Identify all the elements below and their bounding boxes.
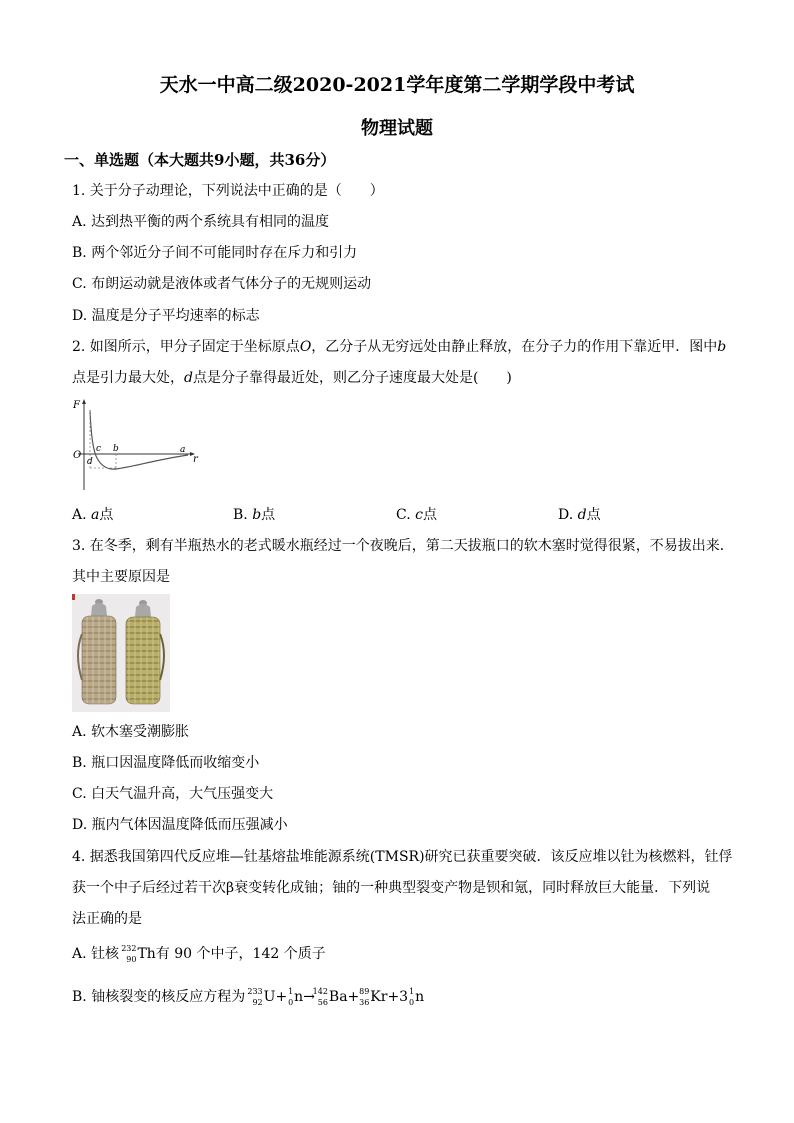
exam-title: 天水一中高二级2020-2021学年度第二学期学段中考试 [159, 74, 635, 96]
mass-number: 1 [409, 987, 415, 996]
element-symbol: n [415, 989, 425, 1005]
photo-corner-mark [72, 594, 75, 600]
option-label: B. [233, 507, 253, 523]
thorium-nuclide-index [123, 944, 137, 964]
force-distance-graph [70, 396, 200, 492]
option-var: c [415, 507, 423, 523]
thermos1-cap [91, 603, 107, 616]
q2-b-var: b [717, 339, 727, 355]
point-d-label: d [87, 457, 93, 467]
option-text: 有 90 个中子，142 个质子 [155, 946, 326, 962]
point-c-label: c [96, 444, 102, 454]
q2-origin-var: O [299, 339, 312, 355]
q4-stem-line2: 获一个中子后经过若干次β衰变转化成铀；铀的一种典型裂变产物是钡和氪，同时释放巨大能量．下列说 [72, 880, 711, 896]
thermos2-body [126, 617, 160, 704]
point-b-label: b [113, 444, 119, 454]
option-label: A. [72, 507, 92, 523]
option-suffix: 点 [261, 507, 276, 523]
force-curve [90, 410, 188, 469]
option-suffix: 点 [99, 507, 114, 523]
thermos-photo [72, 594, 170, 712]
element-symbol: Ba+ [328, 989, 360, 1005]
q2-d-var: d [184, 370, 193, 386]
mass-number: 142 [312, 987, 328, 996]
q1-stem: 1. 关于分子动理论，下列说法中正确的是（ ） [72, 183, 384, 199]
atomic-number: 0 [288, 998, 294, 1007]
q2-stem-line1 [72, 337, 726, 357]
atomic-number: 90 [126, 955, 137, 964]
option-var: b [252, 507, 262, 523]
option-text: B. 铀核裂变的核反应方程为 [72, 989, 250, 1005]
q1-option-b: B. 两个邻近分子间不可能同时存在斥力和引力 [72, 245, 358, 261]
option-var: a [91, 507, 100, 523]
q3-option-d: D. 瓶内气体因温度降低而压强减小 [72, 817, 288, 833]
option-suffix: 点 [422, 507, 437, 523]
q2-stem-line2 [72, 368, 512, 388]
q2-option-c [396, 505, 437, 525]
mass-number: 1 [288, 987, 294, 996]
krypton-nuclide-index [359, 987, 370, 1007]
exam-subtitle: 物理试题 [361, 118, 433, 139]
section-heading: 一、单选题（本大题共9小题，共36分） [64, 151, 336, 169]
option-var: d [577, 507, 587, 523]
q4-option-a [72, 944, 326, 964]
q3-option-a: A. 软木塞受潮膨胀 [72, 724, 190, 740]
mass-number: 233 [247, 987, 263, 996]
q3-option-b: B. 瓶口因温度降低而收缩变小 [72, 755, 260, 771]
atomic-number: 56 [317, 998, 328, 1007]
thermos1-body [82, 616, 116, 704]
q2-stem-part: 点是分子靠得最近处，则乙分子速度最大处是( ) [192, 370, 512, 386]
q1-option-a: A. 达到热平衡的两个系统具有相同的温度 [72, 214, 330, 230]
atomic-number: 92 [252, 998, 263, 1007]
element-symbol: U+ [263, 989, 288, 1005]
y-axis-arrow [82, 399, 86, 404]
q2-stem-part: 点是引力最大处， [72, 370, 184, 386]
option-text: A. 钍核 [72, 946, 124, 962]
q4-stem-line3: 法正确的是 [72, 911, 142, 927]
q2-option-b [233, 505, 275, 525]
uranium-nuclide-index [247, 987, 264, 1007]
element-symbol: n→ [294, 989, 315, 1005]
q3-option-c: C. 白天气温升高，大气压强变大 [72, 786, 274, 802]
q4-stem-line1: 4. 据悉我国第四代反应堆—钍基熔盐堆能源系统(TMSR)研究已获重要突破．该反应堆以钍为核燃料，钍俘 [72, 849, 733, 865]
neutron-index [287, 987, 294, 1007]
q2-option-d [558, 505, 601, 525]
element-symbol: Kr+3 [370, 989, 409, 1005]
mass-number: 232 [121, 944, 137, 953]
q2-option-a [72, 505, 113, 525]
q2-stem-part: 2. 如图所示，甲分子固定于坐标原点 [72, 339, 300, 355]
thermos2-cap [135, 604, 151, 617]
atomic-number: 0 [409, 998, 415, 1007]
point-a-label: a [180, 445, 186, 455]
q1-option-c: C. 布朗运动就是液体或者气体分子的无规则运动 [72, 276, 372, 292]
option-label: C. [396, 507, 416, 523]
element-symbol: Th [137, 946, 156, 962]
atomic-number: 36 [359, 998, 370, 1007]
origin-label: O [73, 450, 82, 461]
q2-stem-part: ，乙分子从无穷远处由静止释放，在分子力的作用下靠近甲．图中 [311, 339, 718, 355]
q1-option-d: D. 温度是分子平均速率的标志 [72, 308, 260, 324]
neutron-index [408, 987, 415, 1007]
y-axis-label: F [73, 400, 80, 411]
mass-number: 89 [359, 987, 370, 996]
q3-stem-line1: 3. 在冬季，剩有半瓶热水的老式暖水瓶经过一个夜晚后，第二天拔瓶口的软木塞时觉得很紧，不易拔出来． [72, 538, 734, 554]
option-suffix: 点 [586, 507, 601, 523]
x-axis-label: r [193, 454, 198, 465]
option-label: D. [558, 507, 578, 523]
q4-option-b [72, 987, 424, 1007]
barium-nuclide-index [312, 987, 329, 1007]
q3-stem-line2: 其中主要原因是 [72, 569, 170, 585]
